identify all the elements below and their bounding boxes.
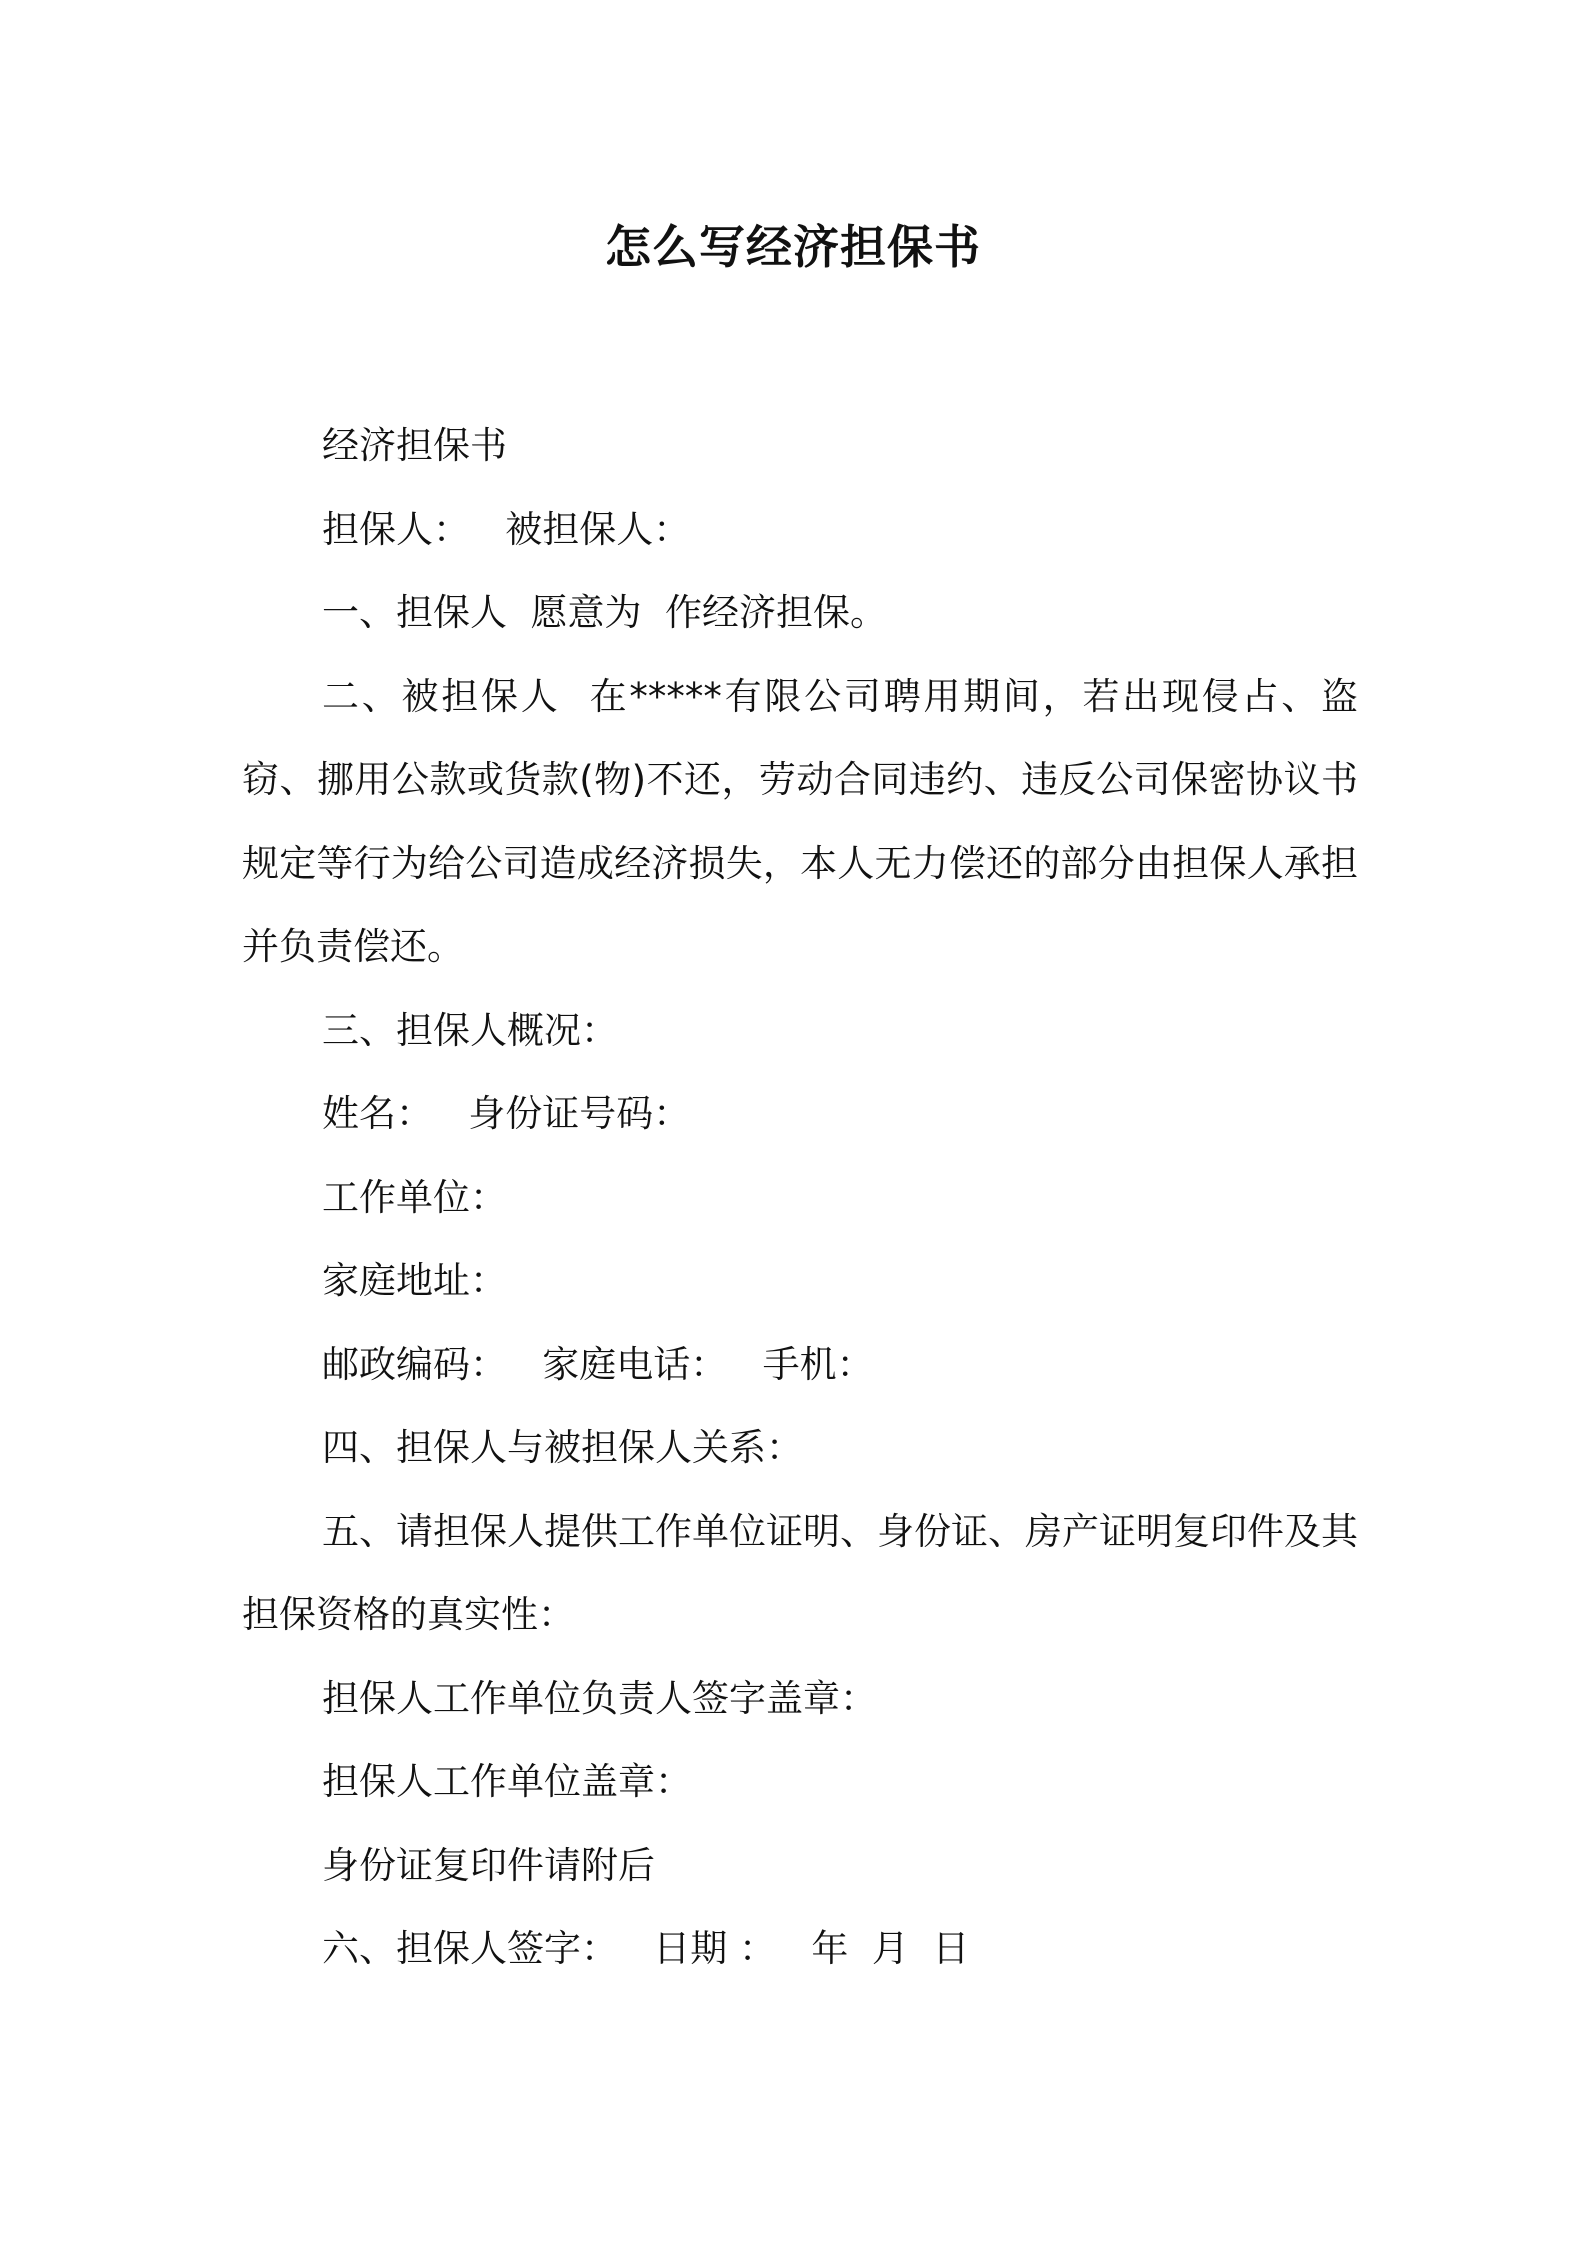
paragraph-parties: 担保人： 被担保人： [322, 507, 691, 551]
paragraph-clause-3: 三、担保人概况： [322, 1008, 618, 1052]
document-body [242, 404, 1358, 1991]
paragraph-employer: 工作单位： [322, 1175, 507, 1219]
paragraph-heading: 经济担保书 [322, 424, 507, 467]
paragraph-name-id: 姓名： 身份证号码： [322, 1092, 691, 1135]
paragraph-employer-seal: 担保人工作单位盖章： [322, 1760, 692, 1803]
document-title: 怎么写经济担保书 [605, 220, 981, 274]
paragraph-id-copy: 身份证复印件请附后 [322, 1843, 655, 1887]
paragraph-clause-5: 五、请担保人提供工作单位证明、身份证、房产证明复印件及其担保资格的真实性： [242, 1509, 1358, 1636]
paragraph-employer-signature: 担保人工作单位负责人签字盖章： [322, 1676, 877, 1720]
paragraph-clause-4: 四、担保人与被担保人关系： [322, 1426, 803, 1469]
paragraph-clause-2: 二、被担保人 在*****有限公司聘用期间，若出现侵占、盗窃、挪用公款或货款(物)不还，劳动合同违约、违反公司保密协议书规定等行为给公司造成经济损失，本人无力偿还的部分由担保人承担并负责偿还。 [242, 674, 1358, 968]
paragraph-clause-6: 六、担保人签字： 日期 ： 年 月 日 [322, 1927, 970, 1970]
paragraph-home-address: 家庭地址： [322, 1259, 507, 1302]
paragraph-contact: 邮政编码： 家庭电话： 手机： [322, 1342, 874, 1386]
paragraph-clause-1: 一、担保人 愿意为 作经济担保。 [322, 591, 888, 634]
